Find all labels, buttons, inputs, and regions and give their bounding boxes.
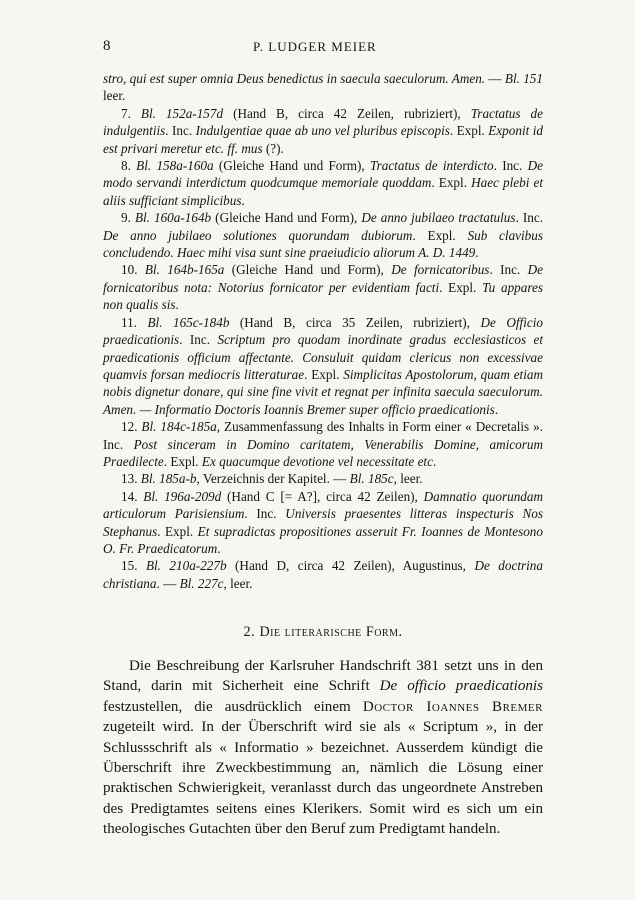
running-head: P. LUDGER MEIER: [253, 39, 377, 54]
body-paragraph: Die Beschreibung der Karlsruher Handschrift 381 setzt uns in den Stand, darin mit Sicherheit eine Schrift De officio praedicationis festzustellen, die ausdrücklich einem Doctor Ioannes Bremer zugeteilt wird. In der Überschrift wird sie als « Scriptum », in der Schlussschrift als « Informatio » bezeichnet. Ausserdem kündigt die Überschrift ihre Zweckbestimmung an, nämlich die Lösung einer praktischen Schwierigkeit, veranlasst durch das ungeordnete Anstreben des Predigtamtes seitens eines Klerikers. Somit wird es sich um ein theologisches Gutachten über den Beruf zum Predigtamt handeln.: [103, 658, 543, 838]
section-heading: 2. Die literarische Form.: [243, 624, 403, 640]
list-item: 7. Bl. 152a-157d (Hand B, circa 42 Zeilen, rubriziert), Tractatus de indulgentiis. Inc. Indulgentiae quae ab uno vel pluribus episcopis. Expl. Exponit id est privari meretur etc. ff. mus (?).: [103, 105, 543, 156]
list-item: 9. Bl. 160a-164b (Gleiche Hand und Form), De anno jubilaeo tractatulus. Inc. De anno jubilaeo solutiones quorundam dubiorum. Expl. Sub clavibus concludendo. Haec mihi visa sunt sine praeiudicio aliorum A. D. 1449.: [103, 210, 544, 261]
list-item: 8. Bl. 158a-160a (Gleiche Hand und Form), Tractatus de interdicto. Inc. De modo servandi interdictum quodcumque memoriale quoddam. Expl. Haec plebi et aliis sufficiant simplicibus.: [103, 158, 543, 208]
list-item: 14. Bl. 196a-209d (Hand C [= A?], circa 42 Zeilen), Damnatio quorundam articulorum Parisiensium. Inc. Universis praesentes litteras inspecturis Nos Stephanus. Expl. Et supradictas propositiones asseruit Fr. Ioannes de Montesono O. Fr. Praedicatorum.: [103, 488, 544, 556]
manuscript-contents-list: [103, 70, 543, 592]
list-item: 12. Bl. 184c-185a, Zusammenfassung des Inhalts in Form einer « Decretalis ». Inc. Post sinceram in Domino caritatem, Venerabilis Domine, amicorum Praedilecte. Expl. Ex quacumque devotione vel necessitate etc.: [103, 419, 543, 469]
list-item: 11. Bl. 165c-184b (Hand B, circa 35 Zeilen, rubriziert), De Officio praedicationis. Inc. Scriptum pro quodam inordinate gradus ecclesiasticos et praedicationis officium affectante. Consuluit quidam clericus non excessivae quamvis forsan mediocris litteraturae. Expl. Simplicitas Apostolorum, quam etiam nobis dignetur donare, qui sine fine vivit et regnat per infinita saecula saeculorum. Amen. — Informatio Doctoris Ioannis Bremer super officio praedicationis.: [103, 314, 543, 417]
page-number: 8: [103, 38, 112, 54]
list-item: 15. Bl. 210a-227b (Hand D, circa 42 Zeilen), Augustinus, De doctrina christiana. — Bl. 227c, leer.: [103, 558, 543, 591]
page-header: [103, 38, 543, 58]
list-item-continuation: stro, qui est super omnia Deus benedictus in saecula saeculorum. Amen. — Bl. 151 leer.: [103, 71, 543, 104]
list-item: 13. Bl. 185a-b, Verzeichnis der Kapitel. — Bl. 185c, leer.: [121, 471, 423, 487]
list-item: 10. Bl. 164b-165a (Gleiche Hand und Form), De fornicatoribus. Inc. De fornicatoribus nota: Notorius fornicator per evidentiam facti. Expl. Tu appares non qualis sis.: [103, 262, 543, 313]
